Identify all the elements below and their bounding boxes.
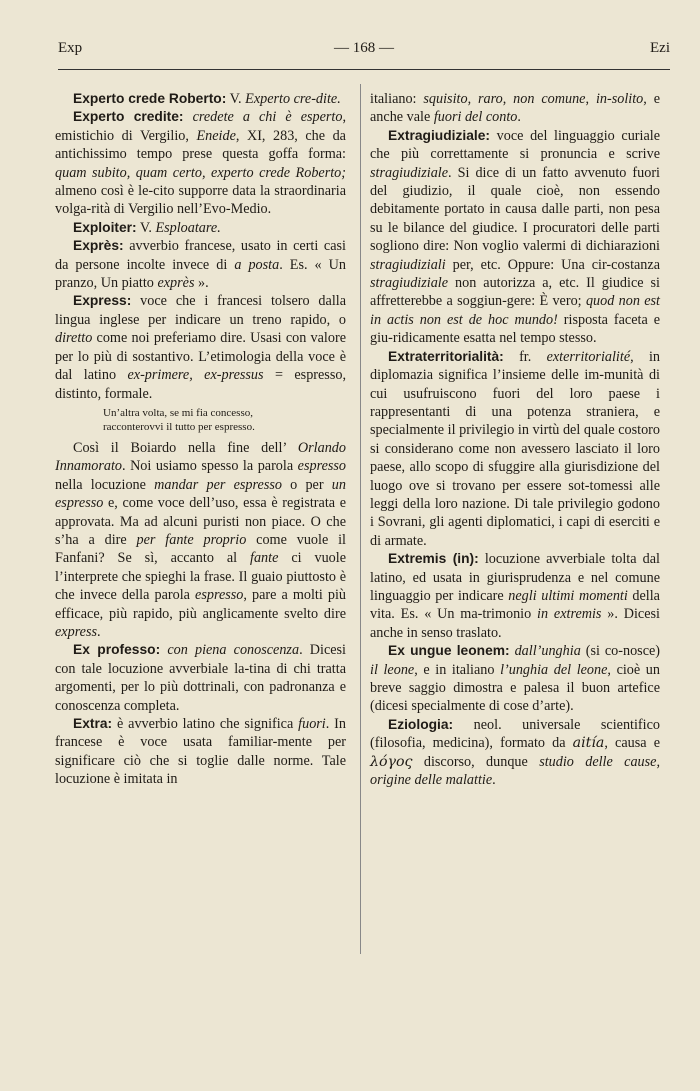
italic-term: mandar per espresso [154, 476, 282, 493]
headword: Extraterritorialità: [388, 348, 504, 364]
headword: Exprès: [73, 238, 124, 254]
verse-line: racconterovvi il tutto per espresso. [103, 421, 255, 434]
italic-term: espresso [297, 458, 346, 475]
dictionary-entry: Exprès: avverbio francese, usato in certi casi da persone incolte invece di a posta. Es. « Un pranzo, Un piatto exprès ». [55, 238, 347, 292]
italic-term: exprès [157, 275, 195, 292]
italic-term: credete a chi è esperto [192, 109, 343, 126]
dictionary-entry: Ex ungue leonem: dall’unghia (si co-nosce) il leone, e in italiano l’unghia del leone, cioè un breve saggio dimostra e palesa il buon artefice (dicesi specialmente di cose d’arte). [370, 643, 661, 715]
italic-term: squisito [423, 91, 468, 107]
headword: Extremis (in): [388, 551, 479, 567]
headword: Experto crede Roberto: [73, 91, 227, 106]
italic-term: Esploatare. [155, 219, 221, 236]
paragraph: italiano: squisito, raro, non comune, in-solito, e anche vale fuori del conto. [370, 91, 660, 126]
left-column [55, 90, 346, 789]
italic-term: express [55, 623, 98, 640]
dictionary-entry: Extraterritorialità: fr. exterritorialité, in diplomazia significa l’insieme delle im-munità di cui usufruiscono fuori del loro paese i rappresentanti di una potenza straniera, e specialmente il privilegio in virtù del quale costoro si considerano come non avessero lasciato il loro paese, allo scopo di sfuggire alla giurisdizione del luogo ove si trovano per essere sot-tomessi alle leggi della loro nazione. Di tale privilegio godono i Sovrani, gli agenti diplomatici, i capi di eserciti e di armate. [370, 348, 660, 549]
verse-line: Un’altra volta, se mi fia concesso, [103, 406, 253, 419]
dictionary-entry: Exploiter: V. Esploatare. [73, 219, 221, 236]
italic-term: studio delle cause, origine delle malattie [370, 753, 661, 789]
dictionary-entry: Express: voce che i francesi tolsero dalla lingua inglese per indicare un treno rapido, o diretto come noi preferiamo dire. Usasi con valore per lo più di sostantivo. L’etimologia della voce è dal latino ex-primere, ex-pressus = espresso, distinto, formale. [55, 293, 346, 402]
italic-term: Eneide [196, 127, 236, 144]
dictionary-entry: Experto credite: credete a chi è esperto, emistichio di Vergilio, Eneide, XI, 283, che da antichissimo tempo prese questa goffa forma: quam subito, quam certo, experto crede Roberto; almeno così è le-cito supporre data la straordinaria volga-rità di Vergilio nell’Evo-Medio. [55, 109, 347, 218]
italic-term: fuori [298, 716, 326, 732]
dictionary-entry: Experto crede Roberto: V. Experto cre-dite. [73, 91, 341, 107]
column-divider [360, 84, 361, 954]
italic-term: non comune [513, 91, 586, 107]
italic-term: fuori del conto [433, 109, 518, 126]
italic-term: stragiudiziale [370, 164, 449, 181]
italic-term: il leone [370, 661, 415, 678]
italic-term: espresso [195, 587, 244, 604]
greek-term: aitía [572, 735, 605, 752]
italic-term: con piena conoscenza [167, 642, 300, 659]
italic-term: stragiudiziale [370, 275, 449, 292]
headword: Eziologia: [388, 716, 454, 732]
paragraph: Così il Boiardo nella fine dell’ Orlando Innamorato. Noi usiamo spesso la parola espresso nella locuzione mandar per espresso o per un espresso e, come voce dell’uso, essa è registrata e approvata. Ma ad alcuni puristi non piace. O che s’ha a dire per fante proprio come vuole il Fanfani? Se sì, accanto al fante ci vuole l’interprete che spieghi la frase. Il guaio piuttosto è che invece della parola espresso, pare a molti più efficace, più rapido, più anglicamente svelto dire express. [55, 439, 347, 640]
headword: Ex ungue leonem: [388, 643, 510, 659]
italic-term: stragiudiziali [370, 256, 446, 273]
italic-term: in extremis [537, 606, 602, 623]
right-column [370, 90, 660, 789]
italic-term: dall’unghia [514, 643, 581, 660]
italic-term: fante [250, 550, 279, 567]
headword: Extra: [73, 716, 113, 731]
verse-quotation [103, 406, 346, 435]
italic-term: per fante proprio [136, 531, 247, 548]
dictionary-entry: Eziologia: neol. universale scientifico (filosofia, medicina), formato da aitía, causa e λόγος discorso, dunque studio delle cause, origine delle malattie. [370, 716, 661, 789]
headword: Ex professo: [73, 642, 161, 658]
running-header [58, 40, 670, 64]
header-right-guideword: Ezi [650, 40, 670, 56]
dictionary-entry: Ex professo: con piena conoscenza. Dicesi con tale locuzione avverbiale la-tina di chi tratta argomenti, per lo più dottrinali, con padronanza e conoscenza completa. [55, 642, 347, 714]
headword: Express: [73, 293, 132, 309]
headword: Exploiter: [73, 219, 137, 235]
italic-term: Experto cre-dite. [245, 91, 341, 107]
italic-term: quod non est in actis non est de hoc mundo! [370, 293, 660, 328]
headword: Experto credite: [73, 109, 184, 125]
dictionary-entry: Extragiudiziale: voce del linguaggio curiale che più correttamente si pronuncia e scrive stragiudiziale. Si dice di un fatto avvenuto fuori del giudizio, il quale cioè, non essendo debitamente portato in causa dalle parti, non pesa su le bilance del giudice. I procuratori delle parti sogliono dire: Non voglio valermi di dichiarazioni stragiudiziali per, etc. Oppure: Una cir-costanza stragiudiziale non autorizza a, etc. Il giudice si affretterebbe a soggiun-gere: È vero; quod non est in actis non est de hoc mundo! risposta faceta e giu-ridicamente esatta nel tempo stesso. [370, 127, 661, 347]
italic-term: un espresso [55, 476, 346, 512]
dictionary-entry: Extra: è avverbio latino che significa fuori. In francese è voce usata familiar-mente per significare ciò che si toglie dalle norme. Tale locuzione è imitata in [55, 716, 346, 788]
italic-term: diretto [55, 330, 93, 347]
italic-term: negli ultimi momenti [508, 587, 628, 604]
page-number: — 168 — [334, 40, 394, 56]
header-left-guideword: Exp [58, 40, 83, 56]
italic-term: raro [478, 91, 503, 107]
italic-term: l’unghia del leone [500, 661, 608, 678]
header-rule [58, 69, 670, 70]
italic-term: Orlando Innamorato [55, 439, 346, 475]
dictionary-entry: Extremis (in): locuzione avverbiale tolta dal latino, ed usata in giurisprudenza e nel comune linguaggio per indicare negli ultimi momenti della vita. Es. « Un ma-trimonio in extremis ». Dicesi anche in senso traslato. [370, 551, 661, 641]
italic-term: exterritorialité [546, 348, 631, 365]
italic-term: ex-primere, ex-pressus [127, 367, 264, 384]
headword: Extragiudiziale: [388, 127, 490, 143]
italic-term: in-solito [595, 91, 644, 107]
italic-term: a posta [234, 256, 280, 273]
italic-term: quam subito, quam certo, experto crede Roberto; [55, 164, 346, 181]
greek-term: λόγος [370, 753, 413, 770]
